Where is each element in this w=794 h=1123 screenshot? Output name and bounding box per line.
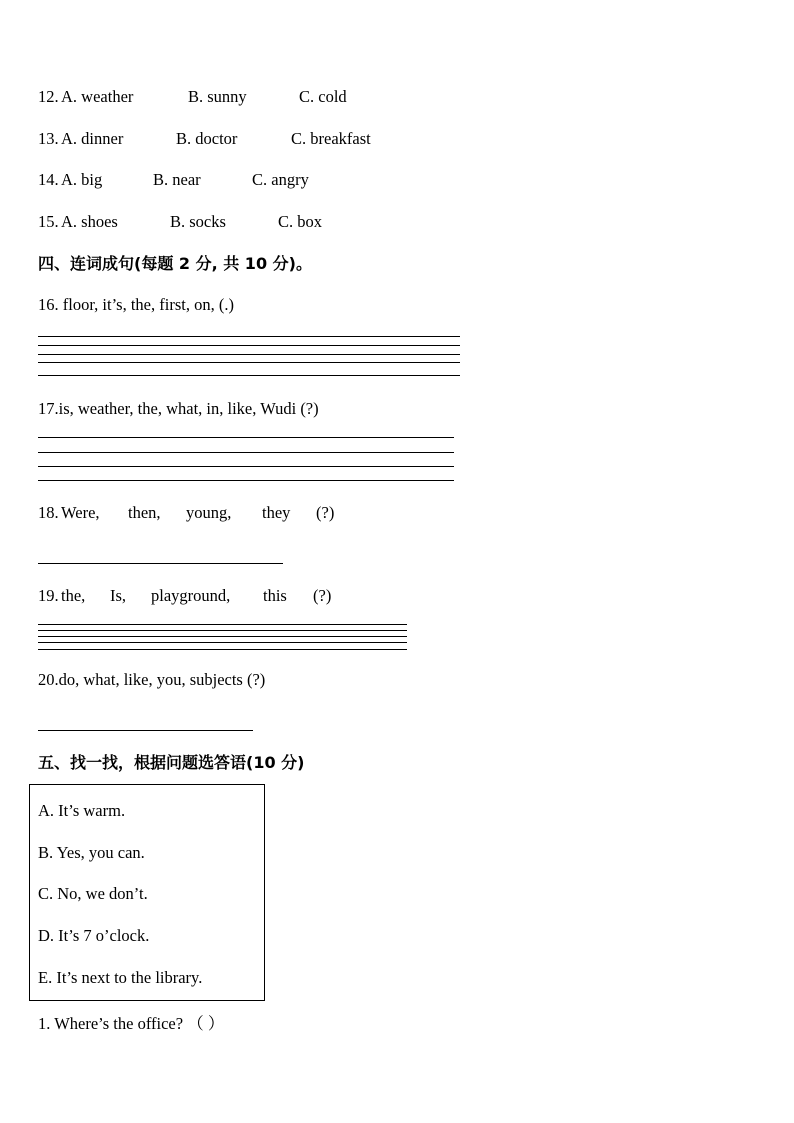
question-number: 12.	[38, 87, 59, 106]
word: (?)	[316, 503, 335, 522]
answer-option-a: A. It’s warm.	[38, 801, 126, 820]
answer-option-b: B. Yes, you can.	[38, 843, 145, 862]
answer-line	[38, 642, 407, 643]
answer-line	[38, 636, 407, 637]
option-b: B. near	[153, 170, 201, 189]
word: (?)	[313, 586, 332, 605]
answer-line	[38, 362, 460, 363]
option-b: B. doctor	[176, 129, 238, 148]
word: playground,	[151, 586, 231, 605]
question-20: 20.do, what, like, you, subjects (?)	[38, 670, 266, 689]
question-number: 13.	[38, 129, 59, 148]
word: then,	[128, 503, 161, 522]
question-number: 14.	[38, 170, 59, 189]
answer-line	[38, 336, 460, 337]
option-b: B. socks	[170, 212, 226, 231]
option-c: C. breakfast	[291, 129, 371, 148]
option-b: B. sunny	[188, 87, 247, 106]
answer-line	[38, 730, 253, 731]
word: Were,	[61, 503, 100, 522]
option-c: C. cold	[299, 87, 347, 106]
word: this	[263, 586, 287, 605]
option-a: A. big	[61, 170, 103, 189]
answer-line	[38, 630, 407, 631]
word: they	[262, 503, 291, 522]
word: young,	[186, 503, 232, 522]
answer-line	[38, 480, 454, 481]
word: the,	[61, 586, 86, 605]
answer-line	[38, 354, 460, 355]
question-number: 19.	[38, 586, 59, 605]
option-a: A. shoes	[61, 212, 118, 231]
question-17: 17.is, weather, the, what, in, like, Wudi (?)	[38, 399, 319, 418]
answer-options-box	[29, 784, 265, 1001]
answer-line	[38, 375, 460, 376]
answer-option-e: E. It’s next to the library.	[38, 968, 203, 987]
answer-line	[38, 624, 407, 625]
answer-line	[38, 466, 454, 467]
option-a: A. dinner	[61, 129, 124, 148]
answer-line	[38, 563, 283, 564]
answer-line	[38, 345, 460, 346]
question-number: 15.	[38, 212, 59, 231]
answer-line	[38, 437, 454, 438]
question-16: 16. floor, it’s, the, first, on, (.)	[38, 295, 234, 314]
section-4-heading: 四、连词成句(每题 2 分, 共 10 分)。	[38, 254, 312, 273]
answer-line	[38, 452, 454, 453]
word: Is,	[110, 586, 127, 605]
option-a: A. weather	[61, 87, 134, 106]
option-c: C. angry	[252, 170, 309, 189]
option-c: C. box	[278, 212, 323, 231]
section-5-question-1: 1. Where’s the office? （ ）	[38, 1014, 225, 1033]
answer-option-c: C. No, we don’t.	[38, 884, 148, 903]
section-5-heading: 五、找一找，根据问题选答语(10 分)	[38, 753, 305, 772]
answer-option-d: D. It’s 7 o’clock.	[38, 926, 150, 945]
question-number: 18.	[38, 503, 59, 522]
answer-line	[38, 649, 407, 650]
